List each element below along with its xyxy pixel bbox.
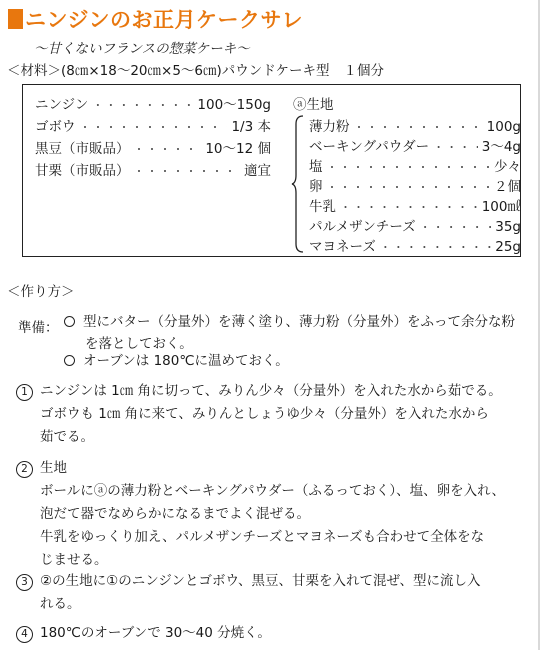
ingredient-row: [35, 159, 271, 179]
ingredient-name: 塩: [309, 159, 323, 175]
ingredient-name: 甘栗（市販品）: [35, 163, 130, 179]
ingredient-amount: 1/3 本: [231, 119, 271, 135]
ingredient-row: [35, 137, 271, 157]
dough-ingredient-row: [309, 135, 521, 155]
method-heading: ＜作り方＞: [7, 284, 75, 300]
ingredient-amount: 100～150g: [197, 97, 271, 113]
prep-label: 準備：: [18, 320, 59, 336]
dough-ingredient-row: [309, 175, 521, 195]
method-step: [16, 457, 532, 572]
ingredient-name: 牛乳: [309, 199, 336, 215]
method-step: [16, 622, 532, 645]
ingredient-row: [35, 115, 271, 135]
title-square-bullet: [8, 9, 23, 29]
ingredient-row: [35, 93, 271, 113]
ingredient-name: 薄力粉: [309, 119, 350, 135]
ingredient-amount: 100g: [486, 119, 521, 135]
recipe-title: ニンジンのお正月ケークサレ: [25, 8, 304, 32]
step-number-badge: 3: [16, 574, 33, 591]
hollow-circle-bullet-icon: [64, 355, 75, 366]
prep-item: [64, 311, 534, 355]
ingredient-name: ニンジン: [35, 97, 89, 113]
spec-yield: １個分: [343, 63, 385, 79]
ingredient-amount: 適宜: [244, 163, 271, 179]
hollow-circle-bullet-icon: [64, 316, 75, 327]
ingredient-amount: 25g: [495, 239, 521, 255]
ingredient-name: 黒豆（市販品）: [35, 141, 130, 157]
dough-ingredient-row: [309, 115, 521, 135]
prep-text-continued: を落としておく。: [85, 336, 193, 352]
prep-item: [64, 350, 289, 372]
spec-label: ＜材料＞: [7, 63, 61, 79]
ingredients-spec-line: [7, 59, 384, 79]
method-step: [16, 380, 532, 449]
ingredients-box: [22, 84, 521, 257]
ingredient-amount: 35g: [495, 219, 521, 235]
ingredient-amount: 3～4g: [481, 139, 521, 155]
step-text: 生地 ボールにⓐの薄力粉とベーキングパウダー（ふるっておく）、塩、卵を入れ、 泡だて器でなめらかになるまでよく混ぜる。 牛乳をゆっくり加え、パルメザンチーズとマヨネーズも合わせて全体をな じませる。: [40, 460, 505, 568]
step-text: ニンジンは 1㎝ 角に切って、みりん少々（分量外）を入れた水から茹でる。 ゴボウも 1㎝ 角に来て、みりんとしょうゆ少々（分量外）を入れた水から 茹でる。: [40, 383, 502, 445]
dough-group-label: ⓐ生地: [293, 97, 334, 113]
ingredient-amount: 100㎖: [481, 199, 521, 215]
ingredient-amount: 10～12 個: [205, 141, 271, 157]
ingredient-amount: 少々: [494, 159, 521, 175]
step-number-badge: 1: [16, 384, 33, 401]
recipe-subtitle: ～甘くないフランスの惣菜ケーキ～: [34, 41, 250, 57]
ingredient-name: ベーキングパウダー: [309, 139, 430, 155]
step-number-badge: 4: [16, 626, 33, 643]
prep-text: オーブンは 180℃に温めておく。: [83, 353, 289, 369]
step-text: ②の生地に①のニンジンとゴボウ、黒豆、甘栗を入れて混ぜ、型に流し入 れる。: [40, 573, 481, 612]
ingredient-name: パルメザンチーズ: [309, 219, 416, 235]
ingredient-name: ゴボウ: [35, 119, 76, 135]
dough-ingredient-row: [309, 155, 521, 175]
dough-ingredient-row: [309, 195, 521, 215]
ingredient-name: マヨネーズ: [309, 239, 376, 255]
method-step: [16, 570, 532, 616]
step-text: 180℃のオーブンで 30～40 分焼く。: [40, 625, 271, 641]
recipe-title-row: [8, 4, 303, 34]
step-number-badge: 2: [16, 461, 33, 478]
prep-text: 型にバター（分量外）を薄く塗り、薄力粉（分量外）をふって余分な粉: [83, 314, 515, 330]
dough-brace: [291, 115, 305, 253]
dough-ingredient-row: [309, 235, 521, 255]
dough-ingredient-row: [309, 215, 521, 235]
ingredient-amount: ２個: [494, 179, 521, 195]
ingredient-name: 卵: [309, 179, 323, 195]
spec-pan: (8㎝×18～20㎝×5～6㎝)パウンドケーキ型: [61, 63, 330, 79]
